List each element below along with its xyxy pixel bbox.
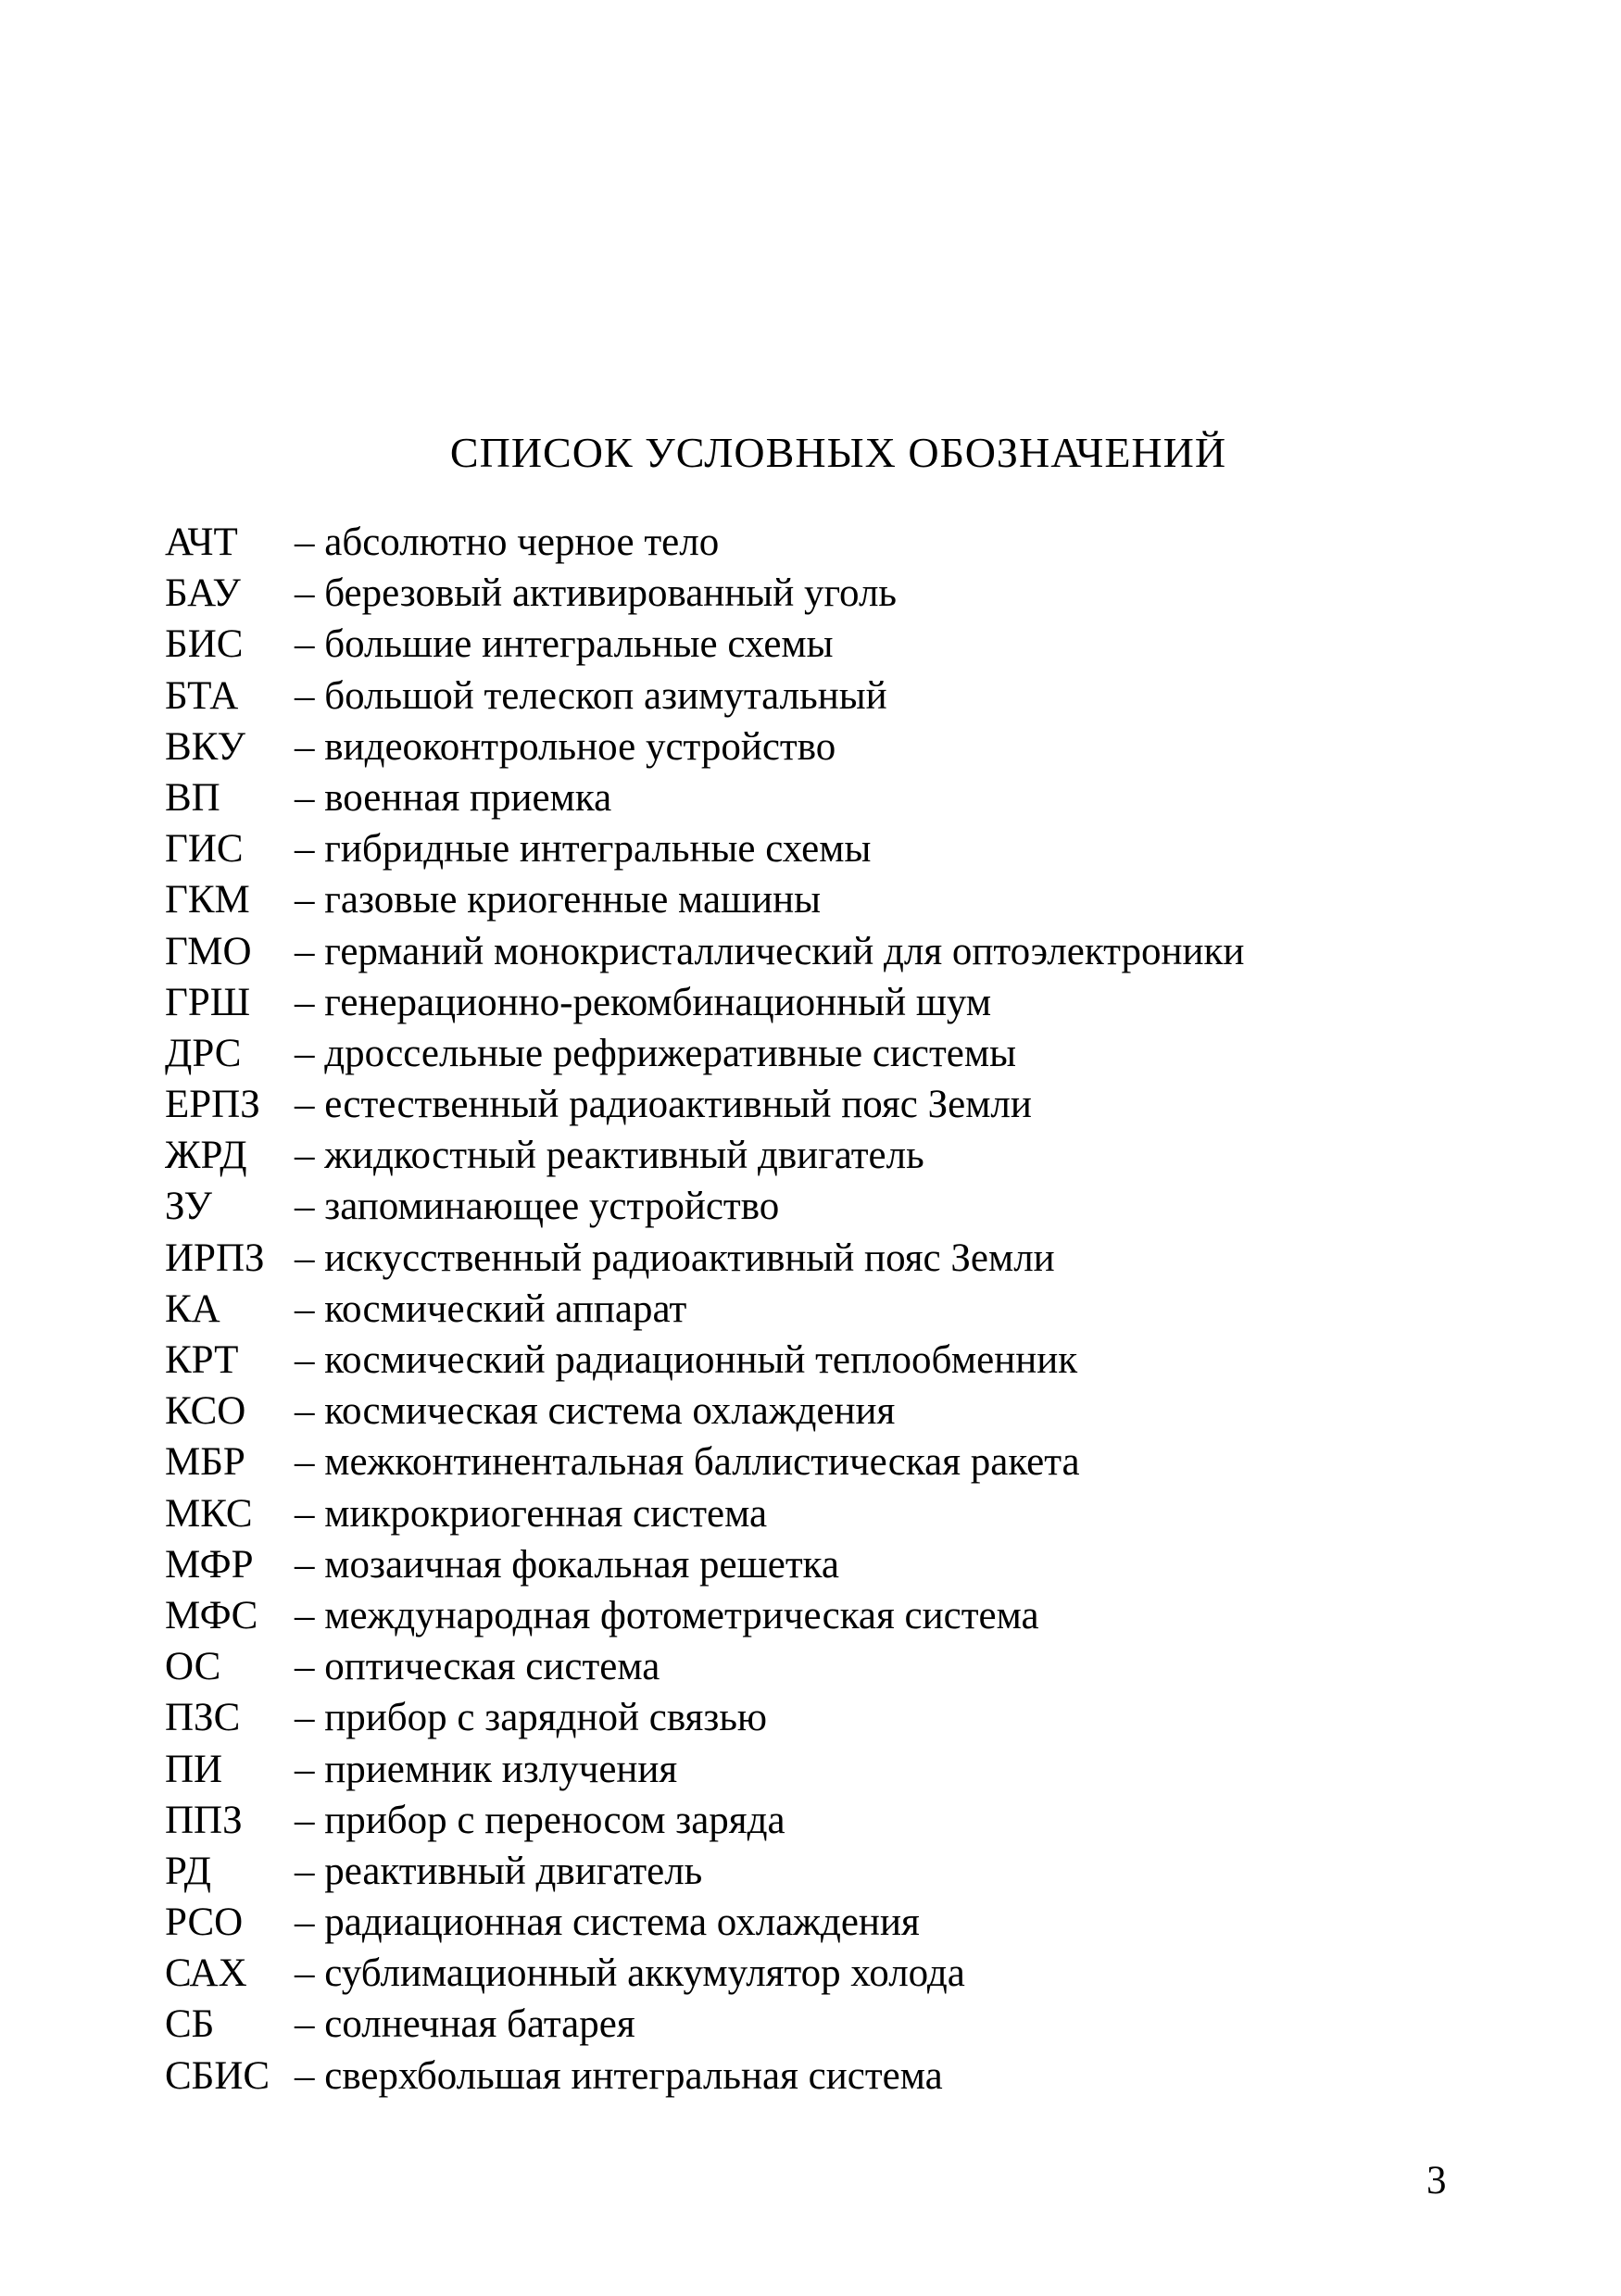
abbr-term: МКС (165, 1491, 253, 1536)
abbr-definition: – сверхбольшая интегральная система (295, 2053, 943, 2098)
list-item (165, 1335, 1244, 1386)
list-item (165, 1539, 1244, 1590)
abbr-definition: – гибридные интегральные схемы (295, 827, 872, 872)
abbr-term: ГРШ (165, 980, 251, 1024)
page-number: 3 (1426, 2159, 1447, 2202)
list-item (165, 1437, 1244, 1487)
abbr-term: КА (165, 1286, 220, 1331)
abbr-definition: – абсолютно черное тело (295, 521, 720, 564)
abbr-definition: – межконтинентальная баллистическая ракета (295, 1440, 1080, 1485)
abbr-definition: – сублимационный аккумулятор холода (295, 1951, 965, 1996)
abbr-term: АЧТ (165, 521, 238, 564)
abbr-definition: – прибор с переносом заряда (295, 1798, 785, 1842)
list-item (165, 1181, 1244, 1232)
list-item (165, 977, 1244, 1028)
list-item (165, 2051, 1244, 2102)
abbr-definition: – космический аппарат (295, 1286, 687, 1331)
abbr-term: ВП (165, 775, 220, 820)
list-item (165, 1948, 1244, 1999)
abbr-definition: – генерационно-рекомбинационный шум (295, 980, 992, 1024)
abbr-definition: – солнечная батарея (295, 2002, 635, 2047)
list-item (165, 1488, 1244, 1539)
abbr-term: МФС (165, 1593, 258, 1637)
list-item (165, 1028, 1244, 1079)
abbr-term: СБ (165, 2002, 215, 2047)
list-item (165, 1590, 1244, 1641)
abbr-definition: – микрокриогенная система (295, 1491, 768, 1536)
list-item (165, 1130, 1244, 1181)
abbr-term: ЖРД (165, 1134, 247, 1178)
abbr-definition: – прибор с зарядной связью (295, 1696, 768, 1740)
abbr-definition: – березовый активированный уголь (295, 571, 898, 616)
abbr-term: ДРС (165, 1031, 242, 1075)
abbr-definition: – оптическая система (295, 1645, 660, 1689)
list-item (165, 1897, 1244, 1948)
abbr-definition: – германий монокристаллический для оптоэлектроники (295, 929, 1245, 973)
abbr-definition: – жидкостный реактивный двигатель (295, 1134, 924, 1178)
abbr-term: БТА (165, 673, 239, 718)
list-item (165, 772, 1244, 823)
abbr-definition: – реактивный двигатель (295, 1849, 703, 1893)
list-item (165, 517, 1244, 568)
abbr-term: РД (165, 1849, 212, 1893)
abbr-definition: – запоминающее устройство (295, 1185, 780, 1229)
abbr-term: ОС (165, 1645, 221, 1689)
abbr-term: ПИ (165, 1747, 223, 1791)
abbr-definition: – большой телескоп азимутальный (295, 673, 887, 718)
abbr-term: ЕРПЗ (165, 1083, 260, 1127)
abbr-term: ПЗС (165, 1696, 241, 1740)
list-item (165, 1999, 1244, 2050)
list-item (165, 721, 1244, 772)
list-item (165, 619, 1244, 670)
list-item (165, 1233, 1244, 1284)
list-item (165, 671, 1244, 721)
abbr-definition: – видеоконтрольное устройство (295, 724, 836, 769)
list-item (165, 1795, 1244, 1846)
abbr-term: ГИС (165, 827, 244, 872)
abbr-definition: – военная приемка (295, 775, 612, 820)
abbr-definition: – радиационная система охлаждения (295, 1901, 920, 1945)
list-item (165, 926, 1244, 977)
list-item (165, 1079, 1244, 1130)
abbr-term: МФР (165, 1542, 254, 1587)
abbr-definition: – приемник излучения (295, 1747, 678, 1791)
abbr-definition: – международная фотометрическая система (295, 1593, 1039, 1637)
list-item (165, 823, 1244, 874)
abbr-definition: – естественный радиоактивный пояс Земли (295, 1083, 1032, 1127)
list-item (165, 1692, 1244, 1743)
abbr-definition: – искусственный радиоактивный пояс Земли (295, 1236, 1055, 1280)
abbr-term: КСО (165, 1389, 246, 1434)
abbr-definition: – мозаичная фокальная решетка (295, 1542, 839, 1587)
abbreviation-list (165, 517, 1244, 2102)
abbr-term: ВКУ (165, 724, 245, 769)
abbr-term: САХ (165, 1951, 247, 1996)
list-item (165, 568, 1244, 619)
abbr-term: ППЗ (165, 1798, 243, 1842)
list-item (165, 1846, 1244, 1897)
list-item (165, 1386, 1244, 1437)
page-title: СПИСОК УСЛОВНЫХ ОБОЗНАЧЕНИЙ (449, 429, 1227, 476)
abbr-term: ЗУ (165, 1185, 212, 1229)
abbr-term: ГМО (165, 929, 252, 973)
list-item (165, 874, 1244, 925)
abbr-term: ГКМ (165, 878, 250, 922)
abbr-term: РСО (165, 1901, 244, 1945)
abbr-definition: – дроссельные рефрижеративные системы (295, 1031, 1016, 1075)
abbr-term: СБИС (165, 2053, 270, 2098)
abbr-term: МБР (165, 1440, 245, 1485)
list-item (165, 1641, 1244, 1692)
abbr-definition: – космический радиационный теплообменник (295, 1338, 1078, 1382)
abbr-term: КРТ (165, 1338, 239, 1382)
abbr-term: БАУ (165, 571, 241, 616)
list-item (165, 1744, 1244, 1795)
abbr-term: БИС (165, 622, 244, 667)
list-item (165, 1284, 1244, 1335)
abbr-definition: – большие интегральные схемы (295, 622, 834, 667)
abbr-definition: – газовые криогенные машины (295, 878, 822, 922)
abbr-term: ИРПЗ (165, 1236, 265, 1280)
abbr-definition: – космическая система охлаждения (295, 1389, 896, 1434)
